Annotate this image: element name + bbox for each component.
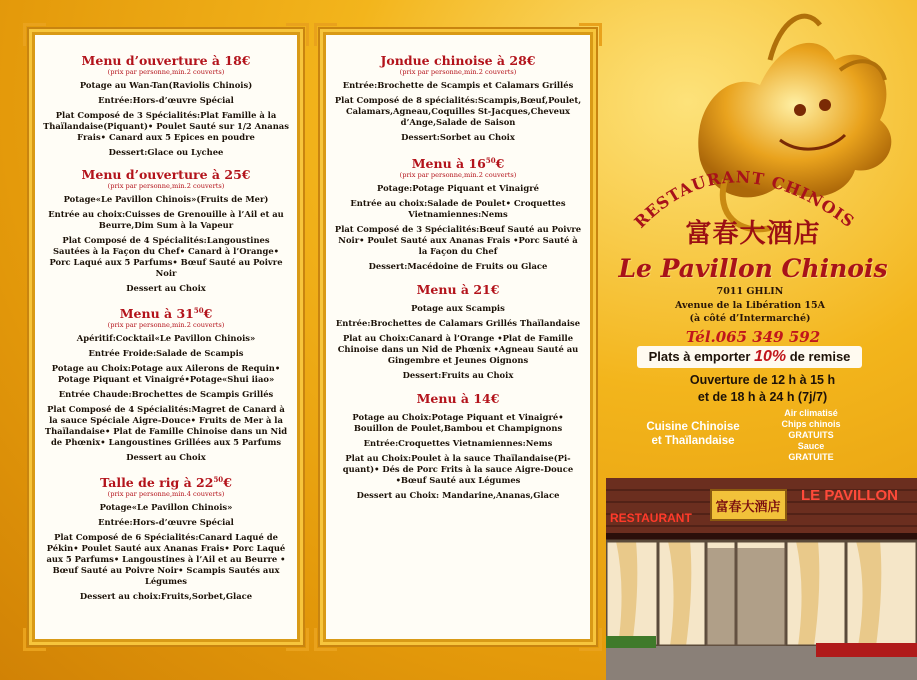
menu-line: Potage au Choix:Potage aux Ailerons de Requin• Potage Piquant et Vinaigré•Potage«Shui iiao» bbox=[51, 363, 281, 385]
cuisine-type: Cuisine Chinoise et Thaïlandaise bbox=[646, 421, 740, 447]
menu-line: Plat Composé de 6 Spécialités:Canard Laqué de Pékin• Poulet Sauté aux Ananas Frais• Porc Laqué aux 5 Parfums• Langoustines à l’Ail et au Beurre • Bœuf Sauté au Poivre Noir• Scampis Sautés aux Légumes bbox=[46, 532, 286, 587]
menu-line: Entrée:Croquettes Vietnamiennes:Nems bbox=[363, 438, 553, 449]
menu-line: Plat Composé de 8 spécialités:Scampis,Bœuf,Poulet, Calamars,Agneau,Coquilles St-Jacques,Cheveux d’Ange,Salade de Saison bbox=[334, 95, 582, 127]
menu-title: Menu d’ouverture à 18€ bbox=[81, 53, 251, 68]
menu-section bbox=[43, 167, 289, 294]
svg-text:富春大酒店: 富春大酒店 bbox=[715, 500, 781, 515]
menu-title: Menu d’ouverture à 25€ bbox=[81, 167, 251, 182]
menu-list-left bbox=[43, 53, 289, 602]
address-street: Avenue de la Libération 15A bbox=[674, 300, 826, 311]
menu-line: Dessert au Choix bbox=[126, 452, 206, 463]
menu-title: Menu à $16^{50}€$ bbox=[411, 156, 505, 172]
menu-line: Dessert:Macédoine de Fruits ou Glace bbox=[368, 261, 548, 272]
menu-line: Entrée:Brochettes de Calamars Grillés Thaïlandaise bbox=[335, 318, 581, 329]
menu-line: Dessert:Glace ou Lychee bbox=[108, 147, 224, 157]
menu-section bbox=[334, 53, 582, 143]
discount-percent: 10% bbox=[754, 348, 787, 365]
address-landmark: (à côté d’Intermarché) bbox=[689, 313, 811, 324]
opening-hours: Ouverture de 12 h à 15 h et de 18 h à 24 h (7j/7) bbox=[689, 373, 836, 404]
menu-line: Dessert:Fruits au Choix bbox=[402, 370, 514, 381]
svg-text:LE PAVILLON: LE PAVILLON bbox=[801, 487, 898, 504]
menu-section bbox=[334, 391, 582, 501]
menu-line: Potage:Potage Piquant et Vinaigré bbox=[377, 183, 539, 194]
ornament-corner bbox=[23, 628, 46, 651]
storefront-illustration bbox=[606, 478, 917, 680]
menu-title: Talle de rig à $22^{50}€$ bbox=[100, 475, 232, 491]
menu-line: Entrée Froide:Salade de Scampis bbox=[88, 348, 244, 359]
menu-line: Plat Composé de 4 Spécialités:Langoustines Sautées à la Façon du Chef• Canard à l’Orange• Porc Laqué aux 5 Parfums• Bœuf Sauté au Poivre Noir bbox=[49, 235, 283, 278]
svg-text:RESTAURANT CHINOIS: RESTAURANT CHINOIS bbox=[630, 167, 859, 230]
menu-line: Plat au Choix:Canard à l’Orange •Plat de Famille Chinoise dans un Nid de Phœnix •Agneau Sauté au Gingembre et Jeunes Oignons bbox=[337, 333, 579, 366]
svg-text:RESTAURANT: RESTAURANT bbox=[610, 511, 692, 525]
menu-note: (prix par personne,min.2 couverts) bbox=[107, 182, 225, 190]
menu-line: Plat au Choix:Poulet à la sauce Thaïlandaise(Pi- quant)• Dés de Porc Frits à la sauce Aigre-Douce •Bœuf Sauté aux Légumes bbox=[342, 453, 574, 486]
menu-line: Entrée:Hors-d’œuvre Spécial bbox=[98, 95, 234, 105]
menu-line: Entrée Chaude:Brochettes de Scampis Grillés bbox=[58, 389, 274, 400]
menu-line: Apéritif:Cocktail«Le Pavillon Chinois» bbox=[76, 333, 256, 344]
menu-line: Entrée:Hors-d’œuvre Spécial bbox=[98, 517, 234, 528]
ornament-corner bbox=[579, 628, 602, 651]
ornament-corner bbox=[314, 23, 337, 46]
menu-panel-middle bbox=[323, 32, 593, 642]
phone-number[interactable]: Tél.065 349 592 bbox=[685, 328, 821, 346]
menu-line: Potage«Le Pavillon Chinois» bbox=[99, 502, 233, 513]
menu-note: (prix par personne,min.2 couverts) bbox=[399, 171, 517, 180]
menu-note: (prix par personne,min.2 couverts) bbox=[107, 68, 225, 76]
ornament-corner bbox=[286, 23, 309, 46]
menu-note: (prix par personne,min.2 couverts) bbox=[107, 321, 225, 330]
menu-section bbox=[43, 53, 289, 158]
ornament-corner bbox=[314, 628, 337, 651]
menu-line: Potage aux Scampis bbox=[411, 303, 505, 314]
menu-section bbox=[334, 282, 582, 381]
menu-line: Entrée au choix:Cuisses de Grenouille à l’Ail et au Beurre,Dim Sum à la Vapeur bbox=[48, 209, 284, 230]
menu-line: Plat Composé de 4 Spécialités:Magret de Canard à la sauce Spéciale Aigre-Douce• Fruits de Mer à la Thaïlandaise• Plat de Famille Chinoise dans un Nid de Phœnix• Langoustines Grillées aux 5 Parfums bbox=[44, 404, 288, 448]
menu-section bbox=[43, 472, 289, 602]
menu-panel-left bbox=[32, 32, 300, 642]
menu-title: Menu à 21€ bbox=[416, 282, 500, 298]
menu-section bbox=[334, 153, 582, 272]
restaurant-name: Le Pavillon Chinois bbox=[618, 254, 888, 283]
menu-title: Jondue chinoise à 28€ bbox=[380, 53, 536, 68]
menu-section bbox=[43, 303, 289, 463]
menu-line: Potage au Wan-Tan(Raviolis Chinois) bbox=[79, 80, 253, 90]
menu-line: Dessert:Sorbet au Choix bbox=[401, 132, 515, 142]
menu-line: Entrée:Brochette de Scampis et Calamars Grillés bbox=[342, 80, 574, 90]
menu-line: Potage«Le Pavillon Chinois»(Fruits de Mer) bbox=[63, 194, 269, 204]
menu-title: Menu à $31^{50}€$ bbox=[119, 306, 213, 322]
menu-line: Plat Composé de 3 Spécialités:Plat Famille à la Thaïlandaise(Piquant)• Poulet Sauté sur 1/2 Ananas Frais• Canard aux 5 Epices en poudre bbox=[43, 110, 289, 142]
amenities: Air climatisé Chips chinois GRATUITS Sauce GRATUITE bbox=[781, 408, 841, 462]
menu-title: Menu à 14€ bbox=[416, 391, 500, 407]
ornament-corner bbox=[23, 23, 46, 46]
menu-note: (prix par personne,min.4 couverts) bbox=[107, 490, 225, 499]
menu-note: (prix par personne,min.2 couverts) bbox=[399, 68, 517, 76]
menu-line: Plat Composé de 3 Spécialités:Bœuf Sauté au Poivre Noir• Poulet Sauté aux Ananas Frais •Porc Sauté à la Façon du Chef bbox=[334, 224, 582, 257]
menu-line: Dessert au choix:Fruits,Sorbet,Glace bbox=[79, 591, 253, 602]
menu-line: Dessert au Choix bbox=[126, 283, 206, 293]
menu-line: Dessert au Choix: Mandarine,Ananas,Glace bbox=[356, 490, 560, 501]
chinese-name: 富春大酒店 bbox=[685, 219, 821, 249]
takeaway-promo: Plats à emporter 10% de remise bbox=[637, 346, 862, 368]
ornament-corner bbox=[579, 23, 602, 46]
menu-list-middle bbox=[334, 53, 582, 501]
storefront-photo bbox=[606, 478, 917, 680]
menu-line: Entrée au choix:Salade de Poulet• Croquettes Vietnamiennes:Nems bbox=[350, 198, 566, 220]
ornament-corner bbox=[286, 628, 309, 651]
menu-line: Potage au Choix:Potage Piquant et Vinaigré• Bouillon de Poulet,Bambou et Champignons bbox=[352, 412, 564, 434]
address-postal: 7011 GHLIN bbox=[716, 286, 784, 297]
